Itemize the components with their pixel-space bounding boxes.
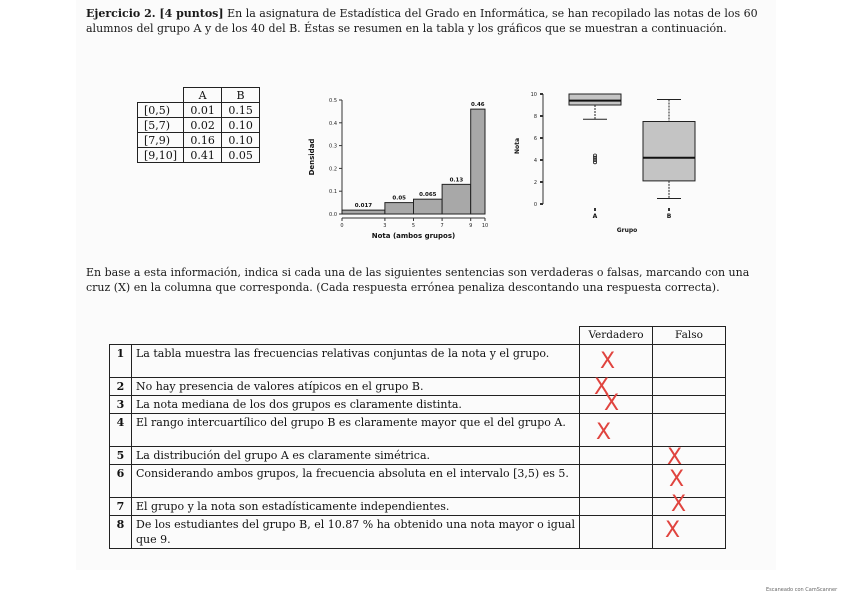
table-row bbox=[110, 516, 726, 549]
cross-mark: X bbox=[671, 492, 687, 517]
false-cell[interactable] bbox=[653, 414, 726, 447]
table-row bbox=[138, 103, 260, 118]
table-row bbox=[138, 133, 260, 148]
statement-number: 3 bbox=[110, 396, 132, 414]
table-row bbox=[110, 345, 726, 378]
header-b: B bbox=[222, 88, 260, 103]
bar-value-label: 0.065 bbox=[419, 192, 437, 199]
statement-number: 6 bbox=[110, 465, 132, 498]
y-axis-label: Nota bbox=[514, 137, 521, 155]
bar-value-label: 0.13 bbox=[449, 177, 464, 184]
intro-paragraph bbox=[86, 6, 762, 36]
table-row bbox=[110, 378, 726, 396]
y-tick-label: 10 bbox=[530, 92, 537, 98]
true-cell[interactable] bbox=[580, 391, 653, 416]
histogram-bar bbox=[442, 184, 471, 214]
false-cell[interactable] bbox=[653, 378, 726, 396]
false-cell[interactable] bbox=[653, 445, 726, 470]
true-cell[interactable] bbox=[580, 345, 653, 378]
histogram-bar bbox=[342, 210, 385, 214]
table-row bbox=[138, 148, 260, 163]
statement-text: El grupo y la nota son estadísticamente independientes. bbox=[132, 498, 580, 516]
true-cell[interactable] bbox=[580, 465, 653, 498]
value-cell: 0.10 bbox=[222, 133, 260, 148]
statement-text: La distribución del grupo A es claramente simétrica. bbox=[132, 447, 580, 465]
y-tick-label: 6 bbox=[533, 136, 537, 142]
y-tick-label: 2 bbox=[533, 180, 537, 186]
table-row bbox=[110, 396, 726, 414]
boxplot-chart bbox=[505, 86, 705, 246]
cross-mark: X bbox=[667, 445, 683, 470]
false-cell[interactable] bbox=[653, 345, 726, 378]
frequency-table bbox=[137, 87, 260, 163]
x-axis-label: Nota (ambos grupos) bbox=[371, 232, 456, 240]
header-empty bbox=[138, 88, 184, 103]
y-tick-label: 0 bbox=[533, 202, 537, 208]
statement-text: La nota mediana de los dos grupos es claramente distinta. bbox=[132, 396, 580, 414]
y-tick-label: 0.2 bbox=[329, 166, 337, 173]
histogram-bar bbox=[414, 199, 443, 214]
value-cell: 0.10 bbox=[222, 118, 260, 133]
value-cell: 0.16 bbox=[184, 133, 222, 148]
histogram-bar bbox=[471, 109, 485, 214]
false-cell[interactable] bbox=[653, 396, 726, 414]
value-cell: 0.15 bbox=[222, 103, 260, 118]
statement-text: La tabla muestra las frecuencias relativas conjuntas de la nota y el grupo. bbox=[132, 345, 580, 378]
cross-mark: X bbox=[594, 375, 610, 400]
value-cell: 0.02 bbox=[184, 118, 222, 133]
cross-mark: X bbox=[665, 518, 681, 543]
range-cell: [9,10] bbox=[138, 148, 184, 163]
x-tick-label: 10 bbox=[481, 223, 489, 229]
table-row bbox=[110, 465, 726, 498]
y-axis-label: Densidad bbox=[308, 138, 316, 176]
header-a: A bbox=[184, 88, 222, 103]
false-cell[interactable] bbox=[653, 492, 726, 517]
histogram-chart bbox=[300, 86, 490, 246]
x-axis-label: Grupo bbox=[616, 227, 638, 234]
y-tick-label: 4 bbox=[533, 158, 537, 164]
y-tick-label: 0.4 bbox=[329, 120, 337, 127]
statement-text: El rango intercuartílico del grupo B es claramente mayor que el del grupo A. bbox=[132, 414, 580, 447]
statement-number: 4 bbox=[110, 414, 132, 447]
column-true-header: Verdadero bbox=[580, 327, 653, 345]
value-cell: 0.41 bbox=[184, 148, 222, 163]
statement-text: No hay presencia de valores atípicos en el grupo B. bbox=[132, 378, 580, 396]
value-cell: 0.05 bbox=[222, 148, 260, 163]
answer-table-header bbox=[110, 327, 726, 345]
frequency-table-header bbox=[138, 88, 260, 103]
intro-text: En la asignatura de Estadística del Grado en Informática, se han recopilado las notas de los 60 alumnos del grupo A y de los 40 del B. Éstas se resumen en la tabla y los gráficos que se muestran a continuación. bbox=[86, 7, 758, 35]
table-row bbox=[110, 414, 726, 447]
false-cell[interactable] bbox=[653, 465, 726, 498]
x-tick-label: 0 bbox=[340, 223, 344, 229]
outlier-point bbox=[593, 154, 596, 157]
range-cell: [7,9) bbox=[138, 133, 184, 148]
y-tick-label: 0.0 bbox=[329, 212, 337, 218]
x-tick-label: 9 bbox=[469, 223, 473, 229]
cross-mark: X bbox=[600, 349, 616, 374]
x-tick-label: B bbox=[666, 213, 672, 220]
bar-value-label: 0.017 bbox=[354, 203, 373, 210]
statement-number: 1 bbox=[110, 345, 132, 378]
value-cell: 0.01 bbox=[184, 103, 222, 118]
y-tick-label: 8 bbox=[533, 114, 537, 120]
x-tick-label: 5 bbox=[411, 223, 416, 229]
x-tick-label: 7 bbox=[440, 223, 444, 229]
statement-text: De los estudiantes del grupo B, el 10.87 % ha obtenido una nota mayor o igual que 9. bbox=[132, 516, 580, 549]
table-row bbox=[138, 118, 260, 133]
statement-number: 8 bbox=[110, 516, 132, 549]
true-cell[interactable] bbox=[580, 516, 653, 549]
y-tick-label: 0.1 bbox=[329, 189, 337, 196]
statement-number: 7 bbox=[110, 498, 132, 516]
exercise-heading: Ejercicio 2. [4 puntos] bbox=[86, 7, 224, 20]
cross-mark: X bbox=[669, 467, 685, 492]
statement-number: 2 bbox=[110, 378, 132, 396]
instructions-paragraph: En base a esta información, indica si cada una de las siguientes sentencias son verdaderas o falsas, marcando con una cruz (X) en la columna que corresponda. (Cada respuesta errónea penaliza descontando una respuesta correcta). bbox=[86, 266, 750, 294]
table-row bbox=[110, 498, 726, 516]
y-tick-label: 0.5 bbox=[329, 98, 337, 104]
box-iqr bbox=[643, 122, 695, 181]
cross-mark: X bbox=[604, 391, 620, 416]
false-cell[interactable] bbox=[653, 516, 726, 549]
table-row bbox=[110, 447, 726, 465]
column-false-header: Falso bbox=[653, 327, 726, 345]
range-cell: [5,7) bbox=[138, 118, 184, 133]
y-tick-label: 0.3 bbox=[329, 143, 337, 150]
answer-table bbox=[109, 326, 726, 549]
statement-number: 5 bbox=[110, 447, 132, 465]
histogram-bar bbox=[385, 203, 414, 214]
statement-text: Considerando ambos grupos, la frecuencia absoluta en el intervalo [3,5) es 5. bbox=[132, 465, 580, 498]
bar-value-label: 0.05 bbox=[392, 195, 406, 202]
x-tick-label: A bbox=[592, 213, 598, 220]
true-cell[interactable] bbox=[580, 414, 653, 447]
range-cell: [0,5) bbox=[138, 103, 184, 118]
x-tick-label: 3 bbox=[383, 223, 387, 229]
box-iqr bbox=[569, 94, 621, 105]
true-cell[interactable] bbox=[580, 498, 653, 516]
bar-value-label: 0.46 bbox=[471, 102, 485, 109]
scanner-footer: Escaneado con CamScanner bbox=[766, 587, 838, 593]
cross-mark: X bbox=[596, 420, 612, 445]
true-cell[interactable] bbox=[580, 447, 653, 465]
